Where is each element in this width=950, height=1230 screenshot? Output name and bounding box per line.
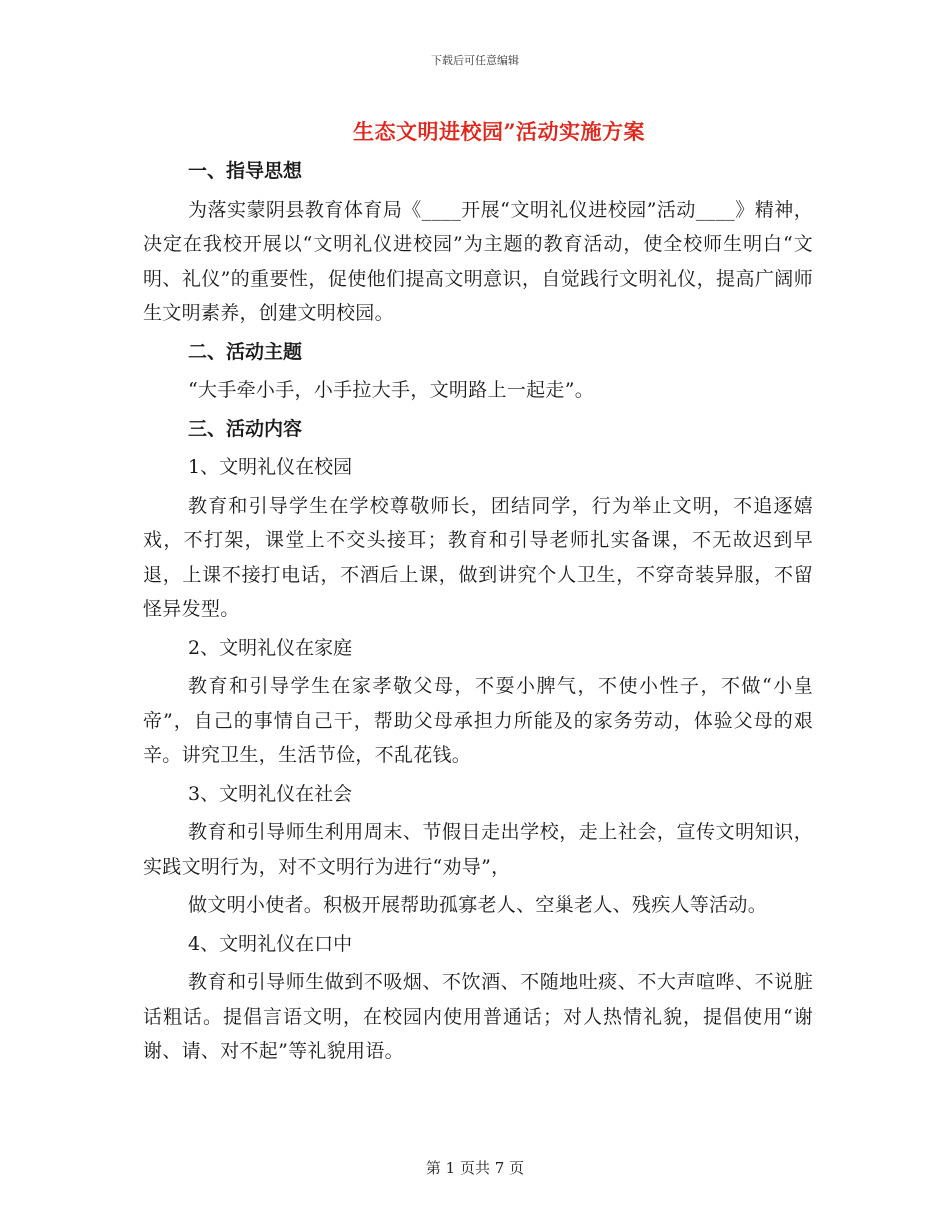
paragraph-activity-theme: “大手牵小手，小手拉大手，文明路上一起走”。 — [188, 379, 595, 401]
section-heading-activity-content: 三、活动内容 — [188, 417, 303, 440]
paragraph-campus: 教育和引导学生在学校尊敬师长，团结同学，行为举止文明，不追逐嬉戏，不打架，课堂上不交头接耳；教育和引导老师扎实备课，不无故迟到早退，上课不接打电话，不酒后上课，做到讲究个人卫生，不穿奇装异服，不留怪异发型。 — [143, 494, 813, 620]
subheading-campus: 1、文明礼仪在校园 — [188, 456, 353, 478]
paragraph-guiding-ideology: 为落实蒙阴县教育体育局《____开展“文明礼仪进校园”活动____》精神，决定在我校开展以“文明礼仪进校园”为主题的教育活动，使全校师生明白“文明、礼仪”的重要性，促使他们提高文明意识，自觉践行文明礼仪，提高广阔师生文明素养，创建文明校园。 — [143, 198, 813, 324]
paragraph-society-continued: 做文明小使者。积极开展帮助孤寡老人、空巢老人、残疾人等活动。 — [188, 894, 768, 916]
document-body — [143, 154, 813, 1073]
document-title: 生态文明进校园”活动实施方案 — [352, 119, 646, 144]
subheading-family: 2、文明礼仪在家庭 — [188, 636, 353, 659]
paragraph-family: 教育和引导学生在家孝敬父母，不耍小脾气，不使小性子，不做“小皇帝”，自己的事情自己干，帮助父母承担力所能及的家务劳动，体验父母的艰辛。讲究卫生，生活节俭，不乱花钱。 — [143, 675, 813, 766]
paragraph-society: 教育和引导师生利用周末、节假日走出学校，走上社会，宣传文明知识，实践文明行为，对不文明行为进行“劝导”， — [143, 821, 813, 878]
section-heading-activity-theme: 二、活动主题 — [188, 340, 303, 363]
paragraph-speech: 教育和引导师生做到不吸烟、不饮酒、不随地吐痰、不大声喧哗、不说脏话粗话。提倡言语文明，在校园内使用普通话；对人热情礼貌，提倡使用“谢谢、请、对不起”等礼貌用语。 — [143, 971, 813, 1062]
subheading-speech: 4、文明礼仪在口中 — [188, 932, 353, 955]
page-footer: 第 1 页共 7 页 — [425, 1159, 525, 1177]
section-heading-guiding-ideology: 一、指导思想 — [188, 160, 303, 182]
page-header: 下载后可任意编辑 — [431, 54, 519, 67]
subheading-society: 3、文明礼仪在社会 — [188, 782, 353, 805]
